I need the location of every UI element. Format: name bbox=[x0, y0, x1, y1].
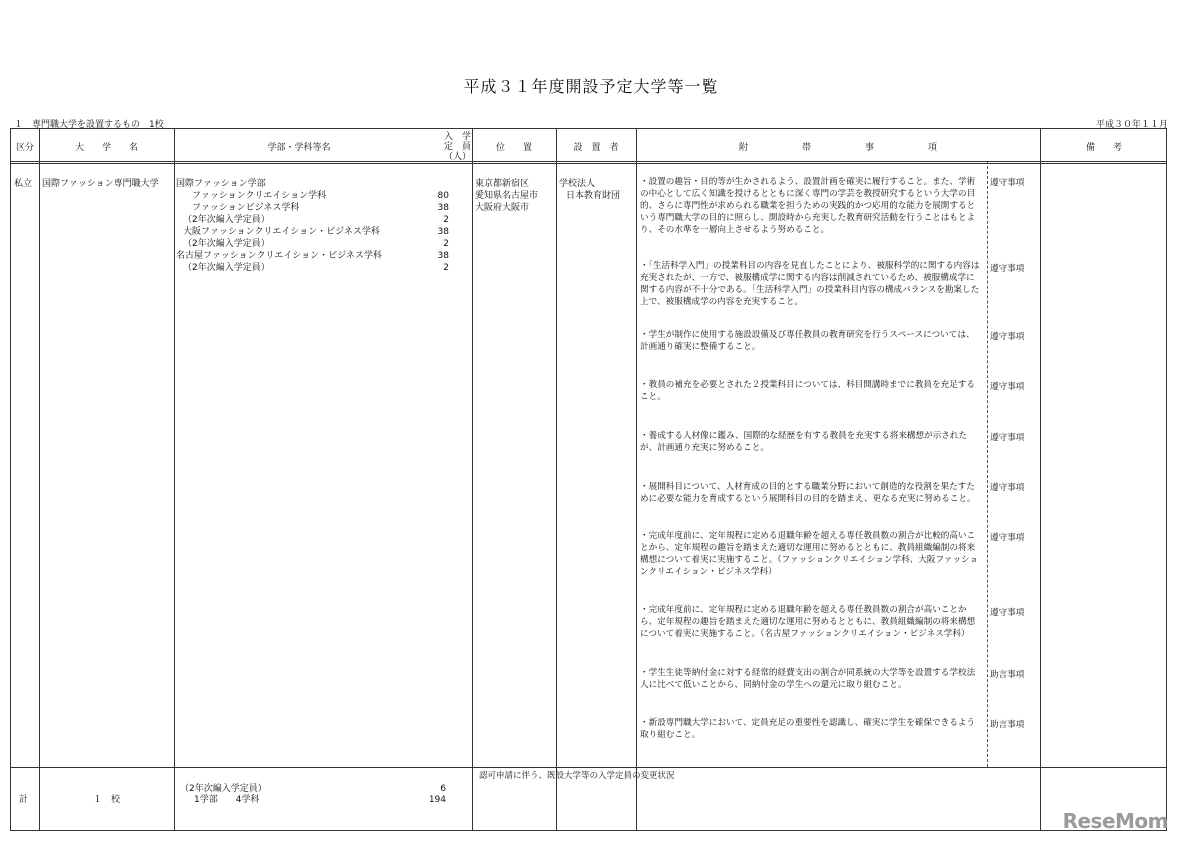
total-label: 計 bbox=[19, 795, 29, 805]
teiin-value: 38 bbox=[437, 227, 449, 237]
total-schools: １ 校 bbox=[93, 795, 121, 805]
gakubu-line: ファッションビジネス学科 bbox=[183, 203, 300, 213]
header-ichi: 位 置 bbox=[495, 143, 532, 153]
header-secchisha: 設 置 者 bbox=[573, 143, 619, 153]
resemom-logo: ReseMom bbox=[1062, 809, 1168, 833]
condition-tag: 助言事項 bbox=[990, 720, 1025, 730]
header-gakubu: 学部・学科等名 bbox=[267, 143, 331, 153]
condition-note: ・「生活科学入門」の授業科目の内容を見直したことにより、被服科学的に関する内容は充実されたが、一方で、被服構成学に関する内容は削減されているため、被服構成学に関する内容が不十分である。「生活科学入門」の授業科目内容の構成バランスを勘案した上で、被服構成学の内容を充実すること。 bbox=[640, 261, 980, 307]
gakubu-line: 大阪ファッションクリエイション・ビジネス学科 bbox=[183, 227, 380, 237]
condition-tag: 遵守事項 bbox=[990, 264, 1025, 274]
document-date: 平成３０年１１月 bbox=[1095, 120, 1168, 130]
teiin-value: 2 bbox=[443, 239, 449, 249]
teiin-value: 38 bbox=[437, 203, 449, 213]
teiin-value: 2 bbox=[443, 263, 449, 273]
condition-note: ・完成年度前に、定年規程に定める退職年齢を超える専任教員数の割合が比較的高いことから、定年規程の趣旨を踏まえた適切な運用に努めるとともに、教員組織編制の将来構想について着実に実施すること。（ファッションクリエイション学科、大阪ファッションクリエイション・ビジネス学科） bbox=[640, 531, 979, 577]
condition-note: ・設置の趣旨・目的等が生かされるよう、設置計画を確実に履行すること。また、学術の中心として広く知識を授けるとともに深く専門の学芸を教授研究するという大学の目的、さらに専門性が求められる職業を担うための実践的かつ応用的な能力を展開するという専門職大学の目的に照らし、開設時から充実した教育研究活動を行うことはもとより、その水準を一層向上させるよう努めること。 bbox=[640, 177, 976, 235]
header-daigaku: 大 学 名 bbox=[74, 143, 138, 153]
condition-tag: 遵守事項 bbox=[990, 178, 1025, 188]
condition-tag: 遵守事項 bbox=[990, 608, 1025, 618]
gakubu-line: （2年次編入学定員） bbox=[183, 215, 270, 225]
header-teiin-1: 入 学 bbox=[443, 132, 471, 142]
teiin-value: 80 bbox=[437, 191, 449, 201]
location: 大阪府大阪市 bbox=[475, 203, 530, 213]
header-kubun: 区分 bbox=[15, 143, 34, 153]
header-teiin-2: 定 員 bbox=[443, 142, 471, 152]
location: 愛知県名古屋市 bbox=[475, 191, 539, 201]
condition-note: ・学生が制作に使用する施設設備及び専任教員の教育研究を行うスペースについては、計画通り確実に整備すること。 bbox=[640, 330, 975, 352]
header-teiin-3: （人） bbox=[443, 152, 471, 162]
gakubu-line: 国際ファッション学部 bbox=[176, 179, 266, 189]
condition-note: ・学生生徒等納付金に対する経常的経費支出の割合が同系統の大学等を設置する学校法人に比べて低いことから、同納付金の学生への還元に取り組むこと。 bbox=[640, 668, 976, 690]
condition-note: ・完成年度前に、定年規程に定める退職年齢を超える専任教員数の割合が高いことから、定年規程の趣旨を踏まえた適切な運用に努めるとともに、教員組織編制の将来構想について着実に実施すること。（名古屋ファッションクリエイション・ビジネス学科） bbox=[640, 605, 976, 639]
condition-note: ・新設専門職大学において、定員充足の重要性を認識し、確実に学生を確保できるよう取り組むこと。 bbox=[640, 718, 975, 740]
founder: 日本教育財団 bbox=[566, 191, 621, 201]
page-title: 平成３１年度開設予定大学等一覧 bbox=[463, 77, 719, 96]
condition-tag: 遵守事項 bbox=[990, 433, 1025, 443]
condition-tag: 遵守事項 bbox=[990, 332, 1025, 342]
university-name: 国際ファッション専門職大学 bbox=[42, 179, 159, 189]
founder: 学校法人 bbox=[559, 179, 596, 189]
teiin-value: 2 bbox=[443, 215, 449, 225]
total-henyu-label: （2年次編入学定員） bbox=[180, 784, 267, 794]
condition-tag: 遵守事項 bbox=[990, 382, 1025, 392]
total-count: 194 bbox=[428, 795, 446, 805]
university-table bbox=[10, 128, 1167, 831]
gakubu-line: ファッションクリエイション学科 bbox=[183, 191, 327, 201]
gakubu-line: （2年次編入学定員） bbox=[183, 263, 270, 273]
gakubu-line: 名古屋ファッションクリエイション・ビジネス学科 bbox=[176, 251, 382, 261]
location: 東京都新宿区 bbox=[475, 179, 530, 189]
gakubu-line: （2年次編入学定員） bbox=[183, 239, 270, 249]
henko-note: 認可申請に伴う、既設大学等の入学定員の変更状況 bbox=[479, 771, 675, 781]
condition-tag: 助言事項 bbox=[990, 670, 1025, 680]
total-henyu-count: 6 bbox=[440, 784, 446, 794]
teiin-value: 38 bbox=[437, 251, 449, 261]
header-biko: 備 考 bbox=[1085, 143, 1122, 153]
total-gakubu-label: 1学部 4学科 bbox=[194, 795, 260, 805]
section-label: １ 専門職大学を設置するもの 1校 bbox=[14, 120, 164, 130]
condition-tag: 遵守事項 bbox=[990, 533, 1025, 543]
condition-note: ・展開科目について、人材育成の目的とする職業分野において創造的な役割を果たすために必要な能力を育成するという展開科目の目的を踏まえ、更なる充実に努めること。 bbox=[640, 482, 976, 504]
header-futai: 附 帯 事 項 bbox=[738, 143, 937, 153]
condition-tag: 遵守事項 bbox=[990, 483, 1025, 493]
kubun-value: 私立 bbox=[14, 179, 33, 189]
condition-note: ・教員の補充を必要とされた２授業科目については、科目開講時までに教員を充足すること。 bbox=[640, 380, 975, 402]
condition-note: ・養成する人材像に鑑み、国際的な経歴を有する教員を充実する将来構想が示されたが、計画通り充実に努めること。 bbox=[640, 431, 968, 453]
